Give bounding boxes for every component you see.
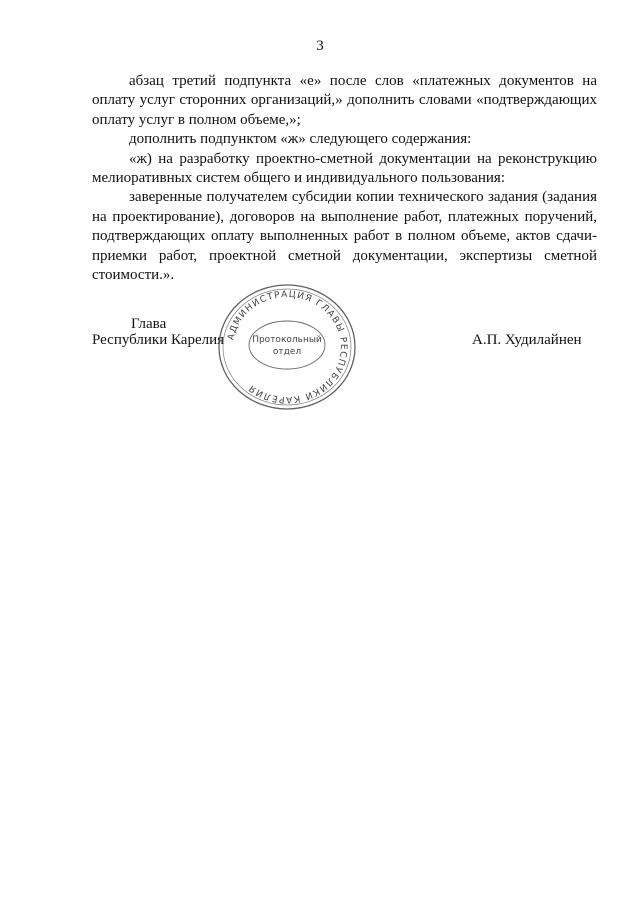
stamp-center-ring — [249, 321, 325, 369]
paragraph: абзац третий подпункта «е» после слов «платежных документов на оплату услуг сторонних организаций,» дополнить словами «подтверждающих оплату услуг в полном объеме,»; — [92, 73, 597, 128]
document-body — [92, 72, 597, 285]
signature-name: А.П. Худилайнен — [472, 332, 582, 348]
paragraph: заверенные получателем субсидии копии технического задания (задания на проектирование), договоров на выполнение работ, платежных поручений, подтверждающих оплату выполненных работ в полном объеме, актов сдачи-приемки работ, проектной сметной документации, экспертизы сметной стоимости.». — [92, 189, 597, 284]
official-stamp — [212, 282, 362, 412]
paragraph: дополнить подпунктом «ж» следующего содержания: — [129, 131, 472, 148]
stamp-outer-text: АДМИНИСТРАЦИЯ ГЛАВЫ РЕСПУБЛИКИ КАРЕЛИЯ — [226, 289, 349, 405]
paragraph: «ж) на разработку проектно-сметной документации на реконструкцию мелиоративных систем общего и индивидуального пользования: — [92, 150, 597, 187]
stamp-center-line1: Протокольный — [252, 335, 322, 345]
signature-region: Республики Карелия — [92, 332, 225, 348]
signature-title: Глава — [131, 316, 167, 332]
page-number: 3 — [316, 38, 324, 54]
stamp-center-line2: отдел — [272, 347, 302, 357]
